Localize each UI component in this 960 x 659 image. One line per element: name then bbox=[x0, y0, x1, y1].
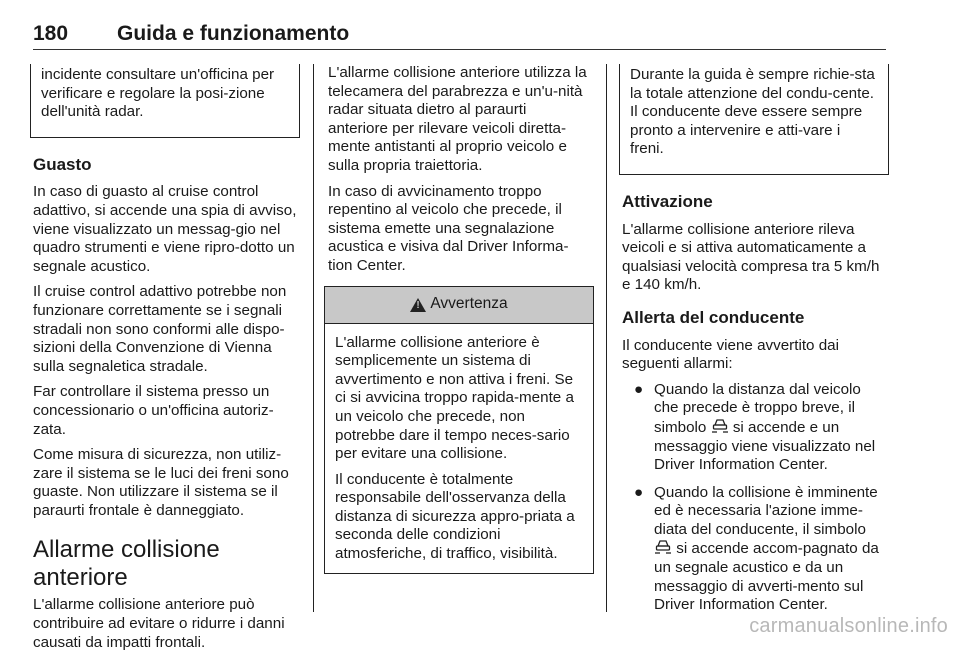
list-item-text: Quando la collisione è imminente ed è necessaria l'azione imme-diata del conducente, il simbolo bbox=[654, 483, 878, 538]
header-divider bbox=[33, 49, 886, 50]
paragraph: In caso di guasto al cruise control adattivo, si accende una spia di avviso, viene visualizzato un messag-gio nel quadro strumenti e viene ripro-dotto un segnale acustico. bbox=[33, 183, 297, 275]
list-item bbox=[622, 484, 886, 615]
section-title: Allarme collisione anteriore bbox=[33, 536, 220, 592]
chapter-title: Guida e funzionamento bbox=[117, 22, 350, 45]
column-divider bbox=[606, 64, 607, 612]
warning-header bbox=[325, 287, 593, 324]
paragraph: L'allarme collisione anteriore è semplicemente un sistema di avvertimento e non attiva i freni. Se ci si avvicina troppo rapida-mente a un veicolo che precede, non potrebbe dare il tempo neces-sario per evitare una collisione. bbox=[335, 333, 574, 463]
warning-body bbox=[325, 324, 593, 573]
list-item-text: si accende accom-pagnato da un segnale acustico e da un messaggio di avverti-mento sul Driver Information Center. bbox=[654, 540, 879, 614]
bullet: ● bbox=[634, 483, 644, 501]
paragraph: L'allarme collisione anteriore può contribuire ad evitare o ridurre i danni causati da impatti frontali. bbox=[33, 596, 285, 651]
list-item-text: si accende e un messaggio viene visualizzato nel Driver Information Center. bbox=[654, 418, 876, 474]
list-item bbox=[622, 381, 886, 475]
heading-activation: Attivazione bbox=[622, 191, 713, 211]
paragraph: In caso di avvicinamento troppo repentino al veicolo che precede, il sistema emette una segnalazione acustica e visiva dal Driver Informa-tion Center. bbox=[328, 182, 569, 274]
bullet: ● bbox=[634, 380, 644, 398]
warning-triangle-icon bbox=[410, 298, 426, 312]
column-1 bbox=[33, 64, 297, 659]
warning-continuation-text: incidente consultare un'officina per verificare e regolare la posi-zione dell'unità radar. bbox=[41, 66, 275, 121]
list-item-text: Quando la distanza dal veicolo che precede è troppo breve, il simbolo bbox=[654, 380, 861, 436]
alert-list bbox=[622, 381, 886, 615]
vehicle-ahead-icon bbox=[654, 539, 672, 555]
paragraph: Far controllare il sistema presso un concessionario o un'officina autoriz-zata. bbox=[33, 383, 274, 438]
continued-warning-box bbox=[619, 64, 889, 175]
column-divider bbox=[313, 64, 314, 612]
page-header bbox=[33, 22, 886, 50]
vehicle-ahead-icon bbox=[711, 418, 729, 434]
paragraph: Come misura di sicurezza, non utiliz-zare il sistema se le luci dei freni sono guaste. Non utilizzare il sistema se il paraurti frontale è danneggiato. bbox=[33, 446, 289, 519]
paragraph: Il cruise control adattivo potrebbe non funzionare correttamente se i segnali stradali non sono conformi alle dispo-sizioni della Convenzione di Vienna sulla segnaletica stradale. bbox=[33, 283, 287, 375]
heading-fault: Guasto bbox=[33, 154, 92, 174]
heading-driver-alert: Allerta del conducente bbox=[622, 307, 805, 327]
continued-warning-box bbox=[30, 64, 300, 138]
column-2 bbox=[328, 64, 590, 574]
watermark: carmanualsonline.info bbox=[749, 615, 948, 637]
column-3 bbox=[622, 64, 886, 624]
paragraph: Il conducente è totalmente responsabile dell'osservanza della distanza di sicurezza appro-priata a seconda delle condizioni atmosferiche, di traffico, visibilità. bbox=[335, 470, 575, 563]
paragraph: L'allarme collisione anteriore utilizza la telecamera del parabrezza e un'u-nità radar situata dietro al paraurti anteriore per rilevare veicoli diretta-mente antistanti al proprio veicolo e sulla propria traiettoria. bbox=[328, 64, 587, 174]
paragraph: L'allarme collisione anteriore rileva veicoli e si attiva automaticamente a qualsiasi velocità compresa tra 5 km/h e 140 km/h. bbox=[622, 220, 880, 294]
warning-title: Avvertenza bbox=[430, 295, 508, 313]
warning-continuation-text: Durante la guida è sempre richie-sta la totale attenzione del condu-cente. Il conducente deve essere sempre pronto a intervenire e atti-vare i freni. bbox=[630, 66, 875, 158]
page-number: 180 bbox=[33, 22, 69, 45]
warning-box bbox=[324, 286, 594, 574]
paragraph: Il conducente viene avvertito dai seguenti allarmi: bbox=[622, 336, 839, 373]
